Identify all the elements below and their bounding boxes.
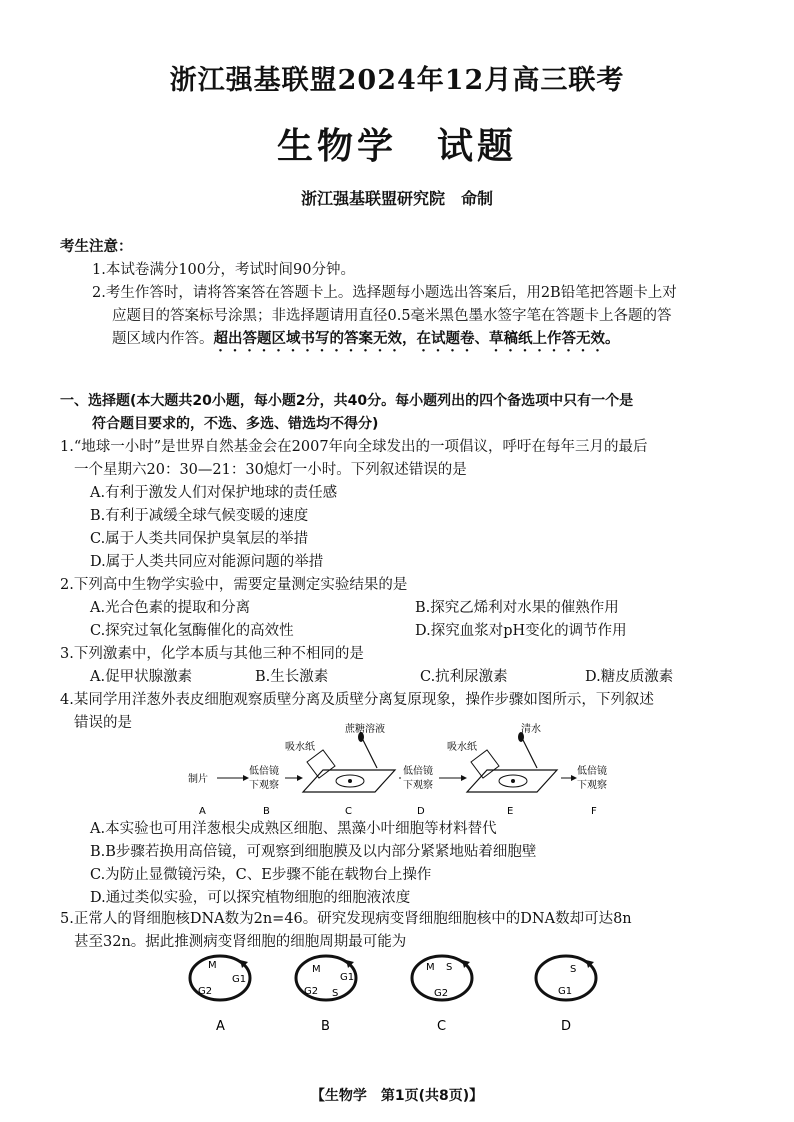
author-line: 浙江强基联盟研究院 命制 bbox=[300, 189, 493, 208]
q5-c-g2: G2 bbox=[434, 988, 449, 999]
q4-fig-arrowhead-2 bbox=[297, 775, 303, 781]
q3-option-b: B.生长激素 bbox=[255, 669, 329, 685]
q5-a-g2: G2 bbox=[198, 986, 213, 997]
q5-figure bbox=[180, 950, 620, 1038]
q5-c-s: S bbox=[446, 962, 453, 973]
q1-option-c: C.属于人类共同保护臭氧层的举措 bbox=[90, 531, 309, 547]
q4-fig-blot-e: 吸水纸 bbox=[447, 742, 477, 753]
q4-fig-label-c: C bbox=[345, 806, 352, 817]
q2-stem: 2.下列高中生物学实验中，需要定量测定实验结果的是 bbox=[60, 577, 408, 593]
page-footer: 【生物学 第1页(共8页)】 bbox=[310, 1088, 484, 1104]
question-1 bbox=[60, 436, 740, 574]
notice-block bbox=[60, 236, 740, 355]
q4-fig-arrowhead-4 bbox=[461, 775, 467, 781]
notice-item-2-line-1: 2.考生作答时，请将答案答在答题卡上。选择题每小题选出答案后，用2B铅笔把答题卡上对 bbox=[92, 285, 677, 301]
q4-fig-label-b: B bbox=[263, 806, 270, 817]
q4-fig-water: 清水 bbox=[521, 724, 541, 735]
q5-stem-2: 甚至32n。据此推测病变肾细胞的细胞周期最可能为 bbox=[74, 934, 407, 950]
q2-option-d: D.探究血浆对pH变化的调节作用 bbox=[415, 623, 627, 639]
q4-fig-blot-c: 吸水纸 bbox=[285, 742, 315, 753]
q4-fig-low-lens-2b: 下观察 bbox=[403, 780, 433, 791]
q5-label-b: B bbox=[321, 1019, 330, 1034]
subject-title: 生物学 试题 bbox=[276, 125, 517, 167]
q5-b-g2: G2 bbox=[304, 986, 319, 997]
q4-fig-sucrose: 蔗糖溶液 bbox=[345, 724, 385, 735]
q5-label-c: C bbox=[437, 1019, 447, 1034]
question-2 bbox=[60, 574, 740, 643]
exam-title: 浙江强基联盟2024年12月高三联考 bbox=[169, 65, 625, 96]
q3-options bbox=[60, 666, 740, 689]
q1-stem-1: 1.“地球一小时”是世界自然基金会在2007年向全球发出的一项倡议，呼吁在每年三月的最后 bbox=[60, 439, 648, 455]
q4-fig-dropper-e bbox=[523, 740, 537, 768]
q4-fig-paper-c bbox=[307, 750, 335, 778]
q4-option-d: D.通过类似实验，可以探究植物细胞的细胞液浓度 bbox=[90, 890, 411, 906]
q4-option-a: A.本实验也可用洋葱根尖成熟区细胞、黑藻小叶细胞等材料替代 bbox=[90, 821, 497, 837]
section-line-2: 符合题目要求的，不选、多选、错选均不得分) bbox=[92, 416, 379, 432]
q4-fig-label-f: F bbox=[591, 806, 597, 817]
q4-fig-label-d: D bbox=[417, 806, 425, 817]
q4-fig-paper-e bbox=[471, 750, 499, 778]
q5-d-s: S bbox=[570, 964, 577, 975]
q5-d-g1: G1 bbox=[558, 986, 573, 997]
q2-options-row-2 bbox=[60, 620, 740, 643]
q4-fig-dropper-c bbox=[363, 740, 377, 768]
q4-fig-label-a: A bbox=[199, 806, 206, 817]
q1-option-b: B.有利于减缓全球气候变暖的速度 bbox=[90, 508, 309, 524]
q4-option-c: C.为防止显微镜污染，C、E步骤不能在载物台上操作 bbox=[90, 867, 432, 883]
q5-b-m: M bbox=[312, 964, 321, 975]
q5-label-d: D bbox=[561, 1019, 572, 1034]
q4-figure bbox=[185, 722, 615, 822]
q2-option-b: B.探究乙烯利对水果的催熟作用 bbox=[415, 600, 619, 616]
notice-heading: 考生注意： bbox=[60, 239, 133, 255]
question-3 bbox=[60, 643, 740, 689]
q5-stem-1: 5.正常人的肾细胞核DNA数为2n=46。研究发现病变肾细胞细胞核中的DNA数却可达8n bbox=[60, 911, 632, 927]
q4-stem-2: 错误的是 bbox=[74, 715, 132, 731]
q4-fig-sample-e bbox=[511, 779, 515, 783]
notice-emphasis: 超出答题区域书写的答案无效，在试题卷、草稿纸上作答无效。 bbox=[213, 331, 620, 347]
q4-stem-1: 4.某同学用洋葱外表皮细胞观察质壁分离及质壁分离复原现象，操作步骤如图所示，下列叙述 bbox=[60, 692, 654, 708]
q2-option-a: A.光合色素的提取和分离 bbox=[90, 600, 251, 616]
q1-option-d: D.属于人类共同应对能源问题的举措 bbox=[90, 554, 324, 570]
question-5 bbox=[60, 908, 740, 954]
section-heading bbox=[60, 390, 740, 436]
q5-label-a: A bbox=[216, 1019, 225, 1034]
q2-option-c: C.探究过氧化氢酶催化的高效性 bbox=[90, 623, 294, 639]
q4-fig-low-lens-3a: 低倍镜 bbox=[577, 766, 607, 777]
q5-b-s: S bbox=[332, 988, 339, 999]
notice-item-1: 1.本试卷满分100分，考试时间90分钟。 bbox=[92, 262, 355, 278]
q4-fig-low-lens-1a: 低倍镜 bbox=[249, 766, 279, 777]
q3-option-c: C.抗利尿激素 bbox=[420, 669, 508, 685]
q3-option-a: A.促甲状腺激素 bbox=[90, 669, 193, 685]
section-line-1: 一、选择题(本大题共20小题，每小题2分，共40分。每小题列出的四个备选项中只有一个是 bbox=[60, 393, 634, 409]
q4-fig-label-e: E bbox=[507, 806, 514, 817]
q5-c-m: M bbox=[426, 962, 435, 973]
q1-option-a: A.有利于激发人们对保护地球的责任感 bbox=[90, 485, 338, 501]
notice-item-2-line-3 bbox=[60, 328, 740, 355]
q1-stem-2: 一个星期六20：30—21：30熄灯一小时。下列叙述错误的是 bbox=[74, 462, 467, 478]
q4-fig-low-lens-2a: 低倍镜 bbox=[403, 766, 433, 777]
q3-stem: 3.下列激素中，化学本质与其他三种不相同的是 bbox=[60, 646, 364, 662]
q5-b-g1: G1 bbox=[340, 972, 355, 983]
q4-option-b: B.B步骤若换用高倍镜，可观察到细胞膜及以内部分紧紧地贴着细胞壁 bbox=[90, 844, 537, 860]
q3-option-d: D.糖皮质激素 bbox=[585, 669, 674, 685]
notice-item-2-line-3a: 题区域内作答。 bbox=[112, 331, 214, 347]
q4-fig-low-lens-1b: 下观察 bbox=[249, 780, 279, 791]
q4-options bbox=[60, 818, 740, 910]
q5-a-g1: G1 bbox=[232, 974, 247, 985]
q4-fig-make: 制片 bbox=[188, 774, 208, 785]
q2-options-row-1 bbox=[60, 597, 740, 620]
notice-item-2-line-2: 应题目的答案标号涂黑；非选择题请用直径0.5毫米黑色墨水签字笔在答题卡上各题的答 bbox=[112, 308, 672, 324]
q4-fig-sample-c bbox=[348, 779, 352, 783]
q5-a-m: M bbox=[208, 960, 217, 971]
q4-fig-low-lens-3b: 下观察 bbox=[577, 780, 607, 791]
